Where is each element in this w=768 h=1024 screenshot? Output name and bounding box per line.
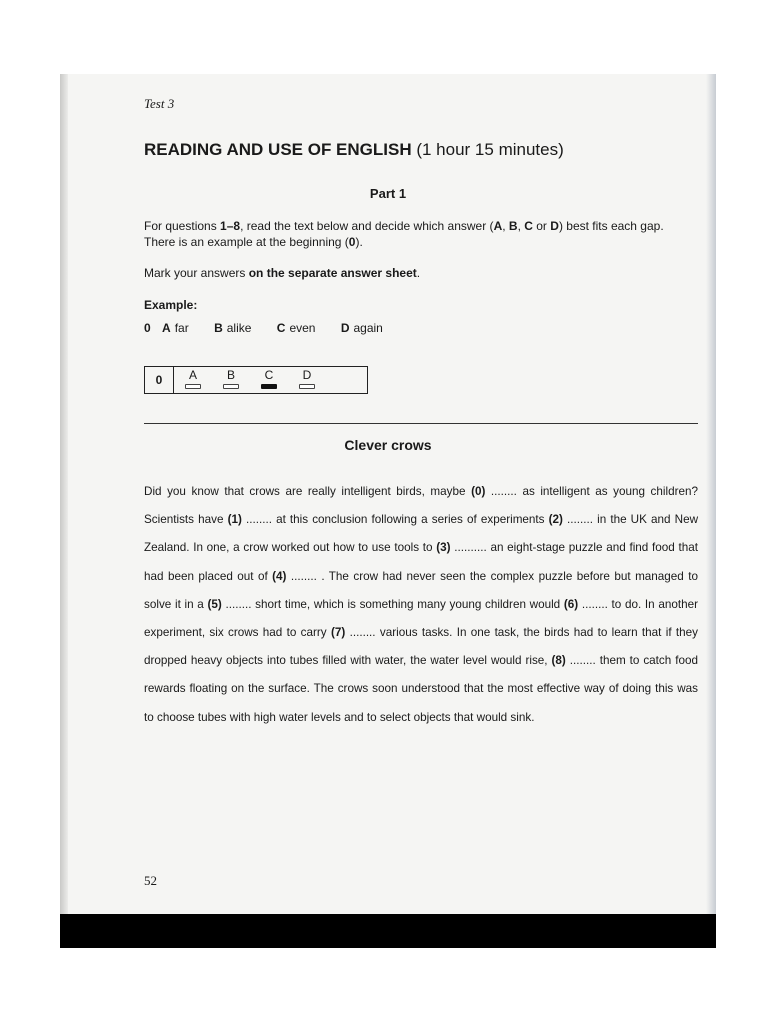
example-number: 0	[144, 321, 151, 335]
part-title: Part 1	[369, 186, 407, 201]
scan-edge-band	[60, 914, 716, 948]
section-title	[144, 140, 564, 160]
example-label: Example:	[144, 298, 198, 312]
passage-segment: ........ short time, which is something many young children would	[221, 597, 564, 611]
passage-segment: ........ various tasks. In one task, the birds had to learn that if they dropped heavy objects into tubes filled with water, the water level would rise,	[144, 626, 698, 668]
answer-grid-number: 0	[145, 367, 174, 393]
gap-number: (8)	[551, 654, 566, 668]
section-duration: (1 hour 15 minutes)	[416, 140, 564, 159]
option-word: alike	[226, 321, 252, 335]
exam-page	[60, 74, 716, 914]
instructions-questions: For questions 1–8, read the text below and decide which answer (A, B, C or D) best fits each gap. There is an example at the beginning (0).	[144, 219, 664, 249]
section-title-bold: READING AND USE OF ENGLISH	[144, 140, 412, 159]
passage-segment: ........ at this conclusion following a series of experiments	[241, 513, 549, 527]
answer-mark	[261, 384, 277, 389]
example-answer-grid	[144, 366, 368, 394]
page-number: 52	[144, 873, 157, 888]
answer-mark	[185, 384, 201, 389]
gap-number: (6)	[563, 597, 579, 611]
option-word: even	[289, 321, 316, 335]
passage-text	[144, 478, 698, 732]
option-word: again	[353, 321, 383, 335]
passage-segment: ........ . The crow had never seen the complex puzzle before but managed to solve it in a	[144, 569, 698, 611]
passage-paragraph	[144, 478, 698, 732]
example-options	[144, 321, 405, 335]
passage-segment: ........ as intelligent as young children? Scientists have	[144, 485, 698, 527]
passage-segment: ........ in the UK and New Zealand. In one, a crow worked out how to use tools to	[144, 513, 699, 555]
answer-column-c: C	[259, 368, 279, 389]
gap-number: (4)	[272, 569, 287, 583]
passage-segment: ........ to do. In another experiment, six crows had to carry	[144, 597, 699, 640]
gap-number: (3)	[436, 541, 451, 555]
answer-mark	[299, 384, 315, 389]
answer-column-d: D	[297, 368, 317, 389]
option-letter: B	[214, 321, 223, 335]
instructions-answer-sheet: Mark your answers on the separate answer sheet.	[144, 266, 421, 280]
answer-mark	[223, 384, 239, 389]
passage-segment: ........ them to catch food rewards floating on the surface. The crows soon understood that the most effective way of doing this was to choose tubes with high water levels and to select objects that would sink.	[144, 654, 698, 724]
gap-number: (5)	[207, 597, 222, 611]
passage-title: Clever crows	[344, 437, 432, 453]
option-letter: D	[340, 321, 350, 335]
passage-segment: .......... an eight-stage puzzle and find food that had been placed out of	[144, 541, 698, 583]
option-letter: C	[276, 321, 286, 335]
option-word: far	[174, 321, 189, 335]
answer-column-a: A	[183, 368, 203, 389]
answer-column-b: B	[221, 368, 241, 389]
gap-number: (1)	[227, 513, 242, 527]
gap-number: (2)	[548, 513, 563, 527]
option-letter: A	[162, 321, 171, 335]
gap-number: (7)	[330, 626, 346, 640]
test-label: Test 3	[144, 96, 175, 111]
passage-segment: Did you know that crows are really intelligent birds, maybe	[144, 485, 472, 498]
gap-number: (0)	[471, 485, 486, 498]
divider-rule	[144, 423, 698, 424]
